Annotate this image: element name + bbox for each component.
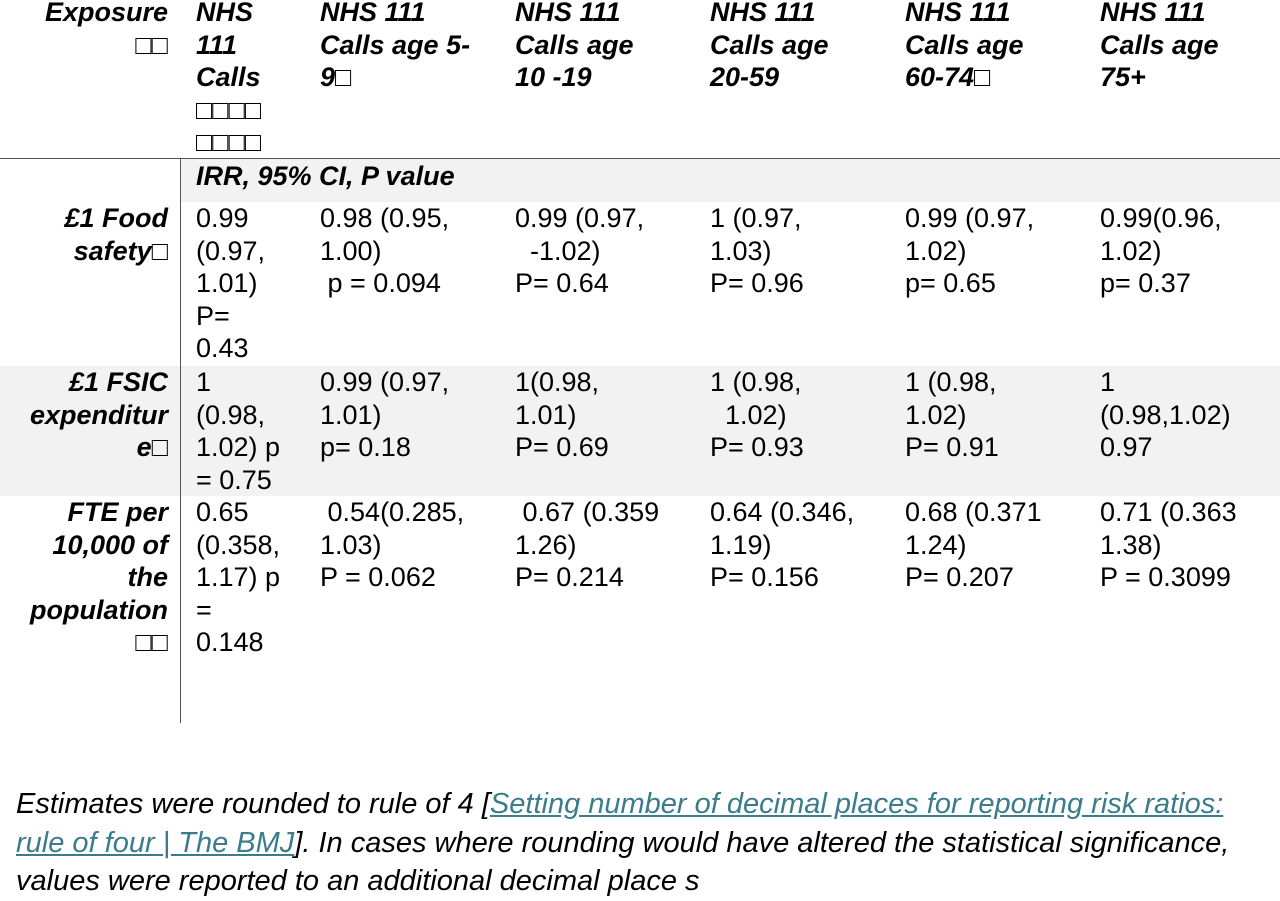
row-label-food-safety: £1 Food safety□ [64,203,168,266]
table-cell: 0.99 (0.97, 1.02) p= 0.65 [905,203,1035,299]
table-header-row [0,0,1280,156]
table-cell: 1 (0.98, 1.02) P= 0.93 [710,367,804,463]
table-cell: 1 (0.98, 1.02) p = 0.75 [196,367,281,495]
header-calls-age-75-plus: NHS 111 Calls age 75+ [1100,0,1219,93]
column-divider [180,158,181,723]
footnote [16,785,1266,901]
header-calls-age-60-74: NHS 111 Calls age 60-74□ [905,0,1024,93]
header-nhs-111-calls: NHS 111 Calls □□□□ □□□□ [196,0,262,158]
table-cell: 0.65 (0.358, 1.17) p = 0.148 [196,497,281,658]
table-cell: 0.99 (0.97, 1.01) p= 0.18 [320,367,450,463]
table-cell: 1(0.98, 1.01) P= 0.69 [515,367,609,463]
subheader-irr-ci-p: IRR, 95% CI, P value [196,161,455,191]
table-cell: 1 (0.98, 1.02) P= 0.91 [905,367,999,463]
header-calls-age-5-9: NHS 111 Calls age 5- 9□ [320,0,471,93]
table-cell: 1 (0.97, 1.03) P= 0.96 [710,203,804,299]
header-calls-age-10-19: NHS 111 Calls age 10 -19 [515,0,634,93]
table-cell: 0.67 (0.359 1.26) P= 0.214 [515,497,660,593]
table-row [0,366,1280,496]
table-row [0,202,1280,366]
table-cell: 0.98 (0.95, 1.00) p = 0.094 [320,203,450,299]
bmj-rule-of-four-link[interactable]: Setting number of decimal places for reporting risk ratios: rule of four | The BMJ [16,788,1224,859]
table-cell: 1 (0.98,1.02) 0.97 [1100,367,1231,463]
table-cell: 0.71 (0.363 1.38) P = 0.3099 [1100,497,1237,593]
table-cell: 0.99 (0.97, 1.01) P= 0.43 [196,203,266,364]
table-cell: 0.54(0.285, 1.03) P = 0.062 [320,497,465,593]
footnote-suffix: ]. In cases where rounding would have altered the statistical significance, values were reported to an additional decimal place s [16,826,1230,897]
table-cell: 0.99(0.96, 1.02) p= 0.37 [1100,203,1222,299]
table-cell: 0.64 (0.346, 1.19) P= 0.156 [710,497,855,593]
header-exposure: Exposure □□ [44,0,168,60]
table-row [0,496,1280,723]
row-label-fsic-expenditure: £1 FSIC expenditur e□ [29,367,168,463]
row-label-fte-per-10000: FTE per 10,000 of the population □□ [30,497,168,658]
footnote-prefix: Estimates were rounded to rule of 4 [ [16,788,490,820]
table-cell: 0.99 (0.97, -1.02) P= 0.64 [515,203,645,299]
table-cell: 0.68 (0.371 1.24) P= 0.207 [905,497,1042,593]
header-calls-age-20-59: NHS 111 Calls age 20-59 [710,0,829,93]
